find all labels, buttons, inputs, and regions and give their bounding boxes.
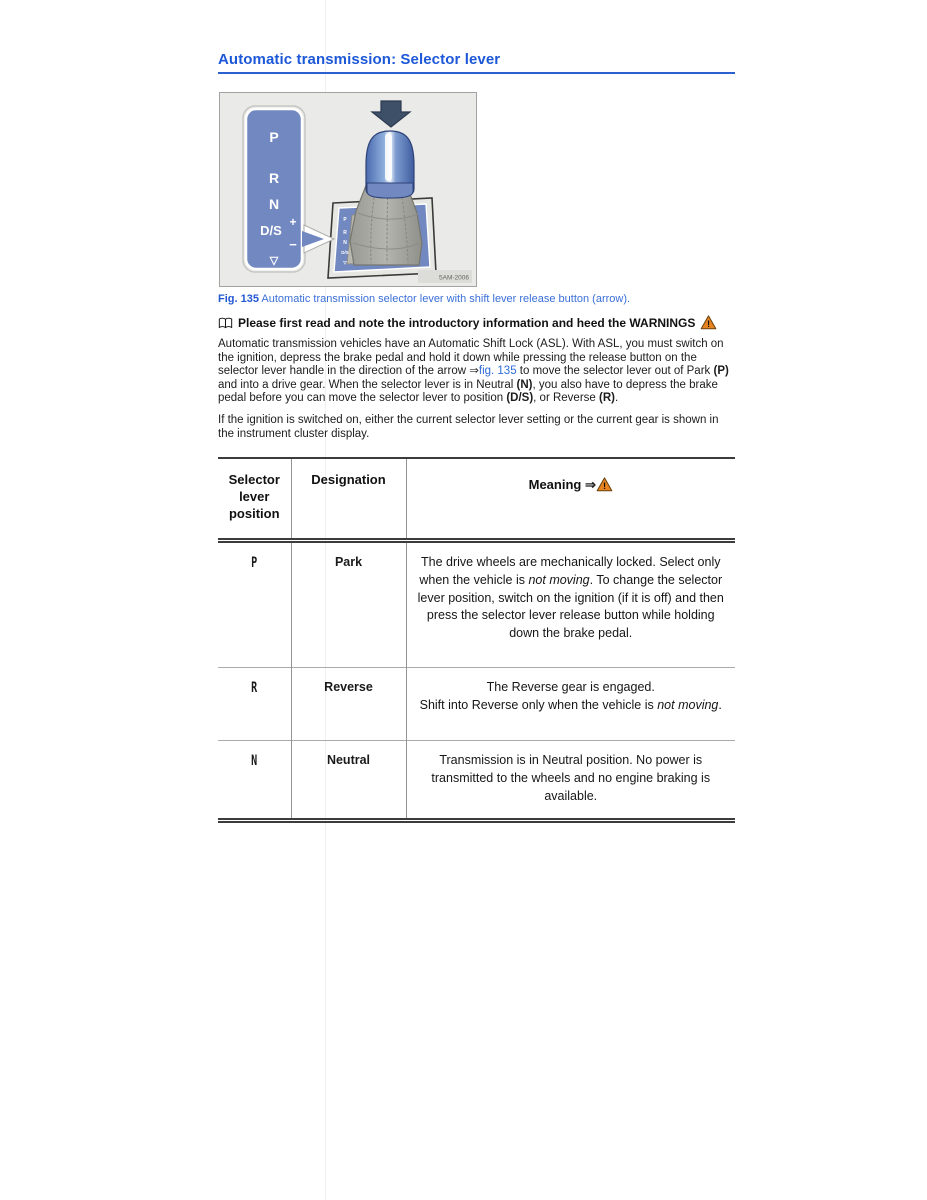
figure-selector-lever <box>219 92 477 287</box>
base-letter-ds: D/S <box>341 250 349 255</box>
designation-cell: Reverse <box>291 668 406 741</box>
intro-paragraph-1 <box>218 338 735 406</box>
shift-knob <box>366 131 414 198</box>
selector-positions-table <box>218 457 735 823</box>
meaning-cell: The drive wheels are mechanically locked. Select only when the vehicle is not moving. To change the selector lever position, switch on the ignition (if it is off) and then press the selector lever release button while holding down the brake pedal. <box>417 555 724 641</box>
designation-cell: Neutral <box>291 741 406 821</box>
panel-plus: + <box>289 215 297 229</box>
panel-letter-r: R <box>268 170 280 186</box>
figure-caption-label: Fig. 135 <box>218 293 259 305</box>
book-icon <box>218 317 233 329</box>
position-cell: R <box>218 668 291 741</box>
warning-icon <box>596 477 613 492</box>
p1-bold-R: (R) <box>598 392 615 405</box>
table-row-reverse <box>218 668 735 741</box>
position-cell: P <box>218 541 291 668</box>
read-first-text: Please first read and note the introductory information and heed the WARNINGS <box>238 315 696 330</box>
header-meaning: Meaning ⇒ ! <box>406 458 735 541</box>
p1-text: to move the selector lever out of Park <box>516 365 714 378</box>
figure-caption-text: Automatic transmission selector lever with shift lever release button (arrow). <box>258 293 631 305</box>
gate-callout-panel <box>243 106 334 272</box>
p1-text: . <box>614 392 619 405</box>
meaning-cell: Transmission is in Neutral position. No power is transmitted to the wheels and no engine braking is available. <box>431 753 711 803</box>
meaning-cell: The Reverse gear is engaged. Shift into Reverse only when the vehicle is not moving. <box>419 680 722 712</box>
table-row-neutral <box>218 741 735 821</box>
p1-bold-N: (N) <box>516 378 533 391</box>
base-down-triangle: ▽ <box>343 260 347 265</box>
base-letter-n: N <box>343 240 347 246</box>
header-designation: Designation <box>291 458 406 541</box>
table-header-row <box>218 458 735 541</box>
intro-paragraph-2: If the ignition is switched on, either the current selector lever setting or the current gear is shown in the instrument cluster display. <box>218 414 719 440</box>
header-selector-lever-position: Selector lever position <box>218 458 291 541</box>
svg-text:!: ! <box>707 319 711 329</box>
warning-icon <box>700 315 717 330</box>
selector-lever-illustration <box>220 93 476 286</box>
figure-caption <box>218 293 735 305</box>
read-first-notice <box>218 315 735 330</box>
p1-bold-DS: (D/S) <box>506 392 534 405</box>
svg-text:!: ! <box>602 481 606 491</box>
page-title: Automatic transmission: Selector lever <box>218 51 735 74</box>
figure-code-text: 5AM-2006 <box>439 274 469 282</box>
release-button-arrow-icon <box>372 101 410 127</box>
p1-text: and into a drive gear. When the selector lever is in Neutral <box>218 378 517 391</box>
base-letter-r: R <box>343 230 347 236</box>
designation-cell: Park <box>291 541 406 668</box>
panel-letter-p: P <box>269 129 279 145</box>
figure-code-tag <box>418 270 472 283</box>
table-row-park <box>218 541 735 668</box>
xref-arrow: ⇒ <box>469 365 479 378</box>
fig-135-link[interactable]: fig. 135 <box>478 365 517 378</box>
page-content <box>218 0 735 1200</box>
panel-letter-ds: D/S <box>260 223 282 238</box>
panel-letter-n: N <box>268 196 280 212</box>
panel-down-triangle: ▽ <box>269 255 279 267</box>
p1-text: , you also have to depress the brake pedal before you can move the selector lever to position <box>218 378 718 405</box>
base-letter-p: P <box>343 217 347 223</box>
panel-minus: − <box>289 237 297 252</box>
p1-bold-P: (P) <box>713 365 729 378</box>
position-cell: N <box>218 741 291 821</box>
p1-text: , or Reverse <box>533 392 599 405</box>
p1-text: Automatic transmission vehicles have an Automatic Shift Lock (ASL). With ASL, you must switch on the ignition, depress the brake pedal and hold it down while pressing the release button on the selector lever handle in the direction of the arrow <box>218 338 724 378</box>
meaning-xref-arrow: ⇒ <box>584 477 596 492</box>
